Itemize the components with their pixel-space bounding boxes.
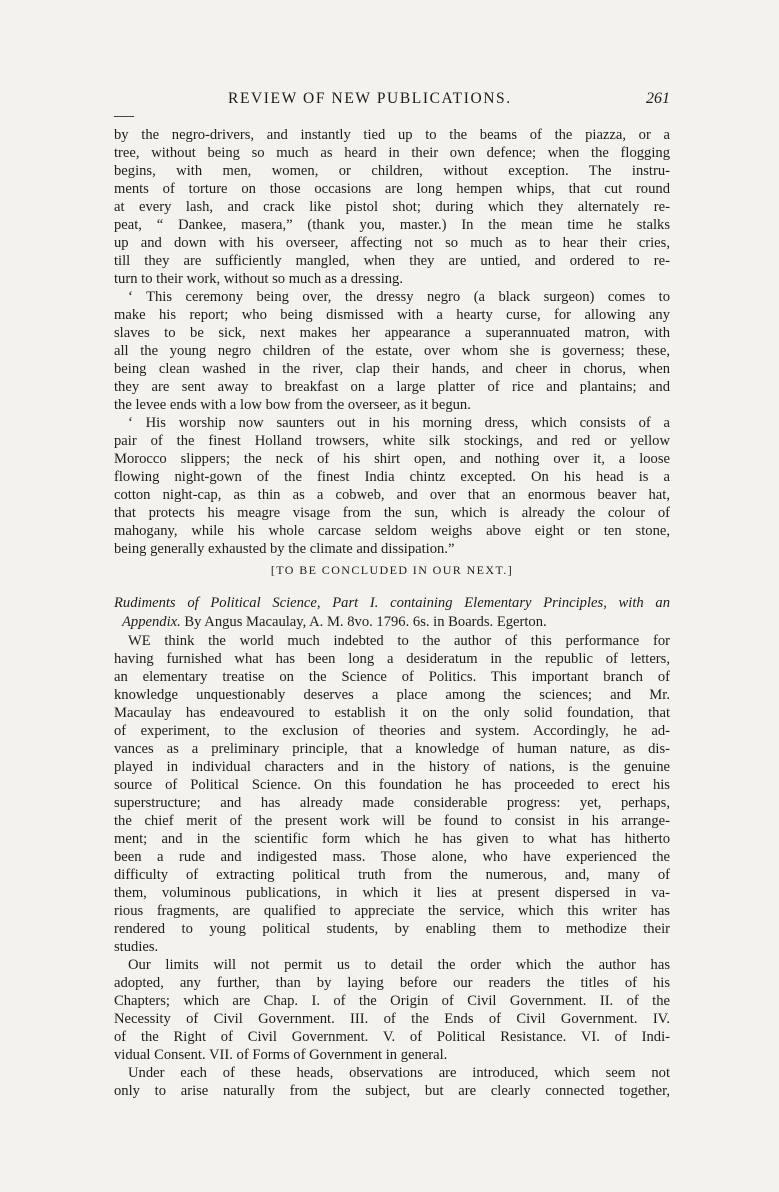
text-line: by the negro-drivers, and instantly tied up to the beams of the piazza, or a xyxy=(114,127,670,143)
text-line: difficulty of extracting political truth from the numerous, and, many of xyxy=(114,867,670,883)
book-imprint: By Angus Macaulay, A. M. 8vo. 1796. 6s. in Boards. Egerton. xyxy=(180,614,547,630)
text-line: vidual Consent. VII. of Forms of Government in general. xyxy=(114,1047,448,1063)
text-line: till they are sufficiently mangled, when they are untied, and ordered to re- xyxy=(114,253,670,269)
book-title-line: Rudiments of Political Science, Part I. containing Elementary Principles, with an xyxy=(114,595,670,611)
text-line: that protects his meagre visage from the sun, which is already the colour of xyxy=(114,505,670,521)
text-line: played in individual characters and in the history of nations, is the genuine xyxy=(114,759,670,775)
text-line: Macaulay has endeavoured to establish it on the only solid foundation, that xyxy=(114,705,670,721)
text-line: Chapters; which are Chap. I. of the Origin of Civil Government. II. of the xyxy=(114,993,670,1009)
text-line: begins, with men, women, or children, without exception. The instru- xyxy=(114,163,670,179)
page-header xyxy=(110,90,670,114)
text-line: of experiment, to the exclusion of theories and system. Accordingly, he ad- xyxy=(114,723,670,739)
text-line: all the young negro children of the estate, over whom she is governess; these, xyxy=(114,343,670,359)
text-line: rious fragments, are qualified to appreciate the service, which this writer has xyxy=(114,903,670,919)
text-line: peat, “ Dankee, masera,” (thank you, master.) In the mean time he stalks xyxy=(114,217,670,233)
text-line: knowledge unquestionably deserves a place among the sciences; and Mr. xyxy=(114,687,670,703)
text-line: superstructure; and has already made considerable progress: yet, perhaps, xyxy=(114,795,670,811)
text-line: up and down with his overseer, affecting not so much as to hear their cries, xyxy=(114,235,670,251)
text-line: them, voluminous publications, in which it lies at present dispersed in va- xyxy=(114,885,670,901)
running-head: REVIEW OF NEW PUBLICATIONS. xyxy=(228,90,512,107)
text-line: been a rude and indigested mass. Those alone, who have experienced the xyxy=(114,849,670,865)
text-line: Our limits will not permit us to detail the order which the author has xyxy=(128,957,670,973)
text-line: Under each of these heads, observations are introduced, which seem not xyxy=(128,1065,670,1081)
text-line: vances as a preliminary principle, that a knowledge of human nature, as dis- xyxy=(114,741,670,757)
review-paragraph-3 xyxy=(114,1064,670,1100)
review-heading xyxy=(114,594,670,632)
text-line: slaves to be sick, next makes her appearance a superannuated matron, with xyxy=(114,325,670,341)
quote-paragraph-worship xyxy=(114,414,670,558)
review-paragraph-1 xyxy=(114,632,670,956)
text-line: adopted, any further, than by laying before our readers the titles of his xyxy=(114,975,670,991)
text-line: tree, without being so much as heard in their own defence; when the flogging xyxy=(114,145,670,161)
text-line: Necessity of Civil Government. III. of the Ends of Civil Government. IV. xyxy=(114,1011,670,1027)
text-line: pair of the finest Holland trowsers, white silk stockings, and red or yellow xyxy=(114,433,670,449)
text-line: source of Political Science. On this foundation he has proceeded to erect his xyxy=(114,777,670,793)
review-paragraph-2 xyxy=(114,956,670,1064)
book-title-appendix: Appendix. xyxy=(122,614,181,630)
quote-paragraph-flogging xyxy=(114,126,670,288)
text-line: the levee ends with a low bow from the overseer, as it begun. xyxy=(114,397,471,413)
text-line: make his report; who being dismissed with a hearty curse, for allowing any xyxy=(114,307,670,323)
text-line: an elementary treatise on the Science of Politics. This important branch of xyxy=(114,669,670,685)
text-line: ment; and in the scientific form which he has given to what has hitherto xyxy=(114,831,670,847)
text-line: only to arise naturally from the subject, but are clearly connected together, xyxy=(114,1083,670,1099)
text-line: flowing night-gown of the finest India chintz excepted. On his head is a xyxy=(114,469,670,485)
page-body xyxy=(114,126,670,1100)
text-line: cotton night-cap, as thin as a cobweb, and over that an enormous beaver hat, xyxy=(114,487,670,503)
text-line: having furnished what has been long a desideratum in the republic of letters, xyxy=(114,651,670,667)
text-line: studies. xyxy=(114,939,159,955)
continued-note: [TO BE CONCLUDED IN OUR NEXT.] xyxy=(270,563,514,577)
text-line: Morocco slippers; the neck of his shirt open, and nothing over it, a loose xyxy=(114,451,670,467)
text-line: rendered to young political students, by enabling them to methodize their xyxy=(114,921,670,937)
text-line: they are sent away to breakfast on a large platter of rice and plantains; and xyxy=(114,379,670,395)
text-line: mahogany, while his whole carcase seldom weighs above eight or ten stone, xyxy=(114,523,670,539)
book-title-line xyxy=(114,613,670,632)
text-line: the chief merit of the present work will be found to consist in his arrange- xyxy=(114,813,670,829)
text-line: of the Right of Civil Government. V. of Political Resistance. VI. of Indi- xyxy=(114,1029,670,1045)
page-number: 261 xyxy=(646,90,670,107)
text-line: being clean washed in the river, clap their hands, and cheer in chorus, when xyxy=(114,361,670,377)
text-line: WE think the world much indebted to the author of this performance for xyxy=(128,633,670,649)
text-line: ‘ This ceremony being over, the dressy negro (a black surgeon) comes to xyxy=(128,289,670,305)
text-line: ments of torture on those occasions are long hempen whips, that cut round xyxy=(114,181,670,197)
text-line: being generally exhausted by the climate and dissipation.” xyxy=(114,541,455,557)
text-line: ‘ His worship now saunters out in his morning dress, which consists of a xyxy=(128,415,670,431)
quote-paragraph-ceremony xyxy=(114,288,670,414)
header-rule xyxy=(114,116,134,117)
text-line: turn to their work, without so much as a dressing. xyxy=(114,271,403,287)
text-line: at every lash, and crack like pistol shot; during which they alternately re- xyxy=(114,199,670,215)
